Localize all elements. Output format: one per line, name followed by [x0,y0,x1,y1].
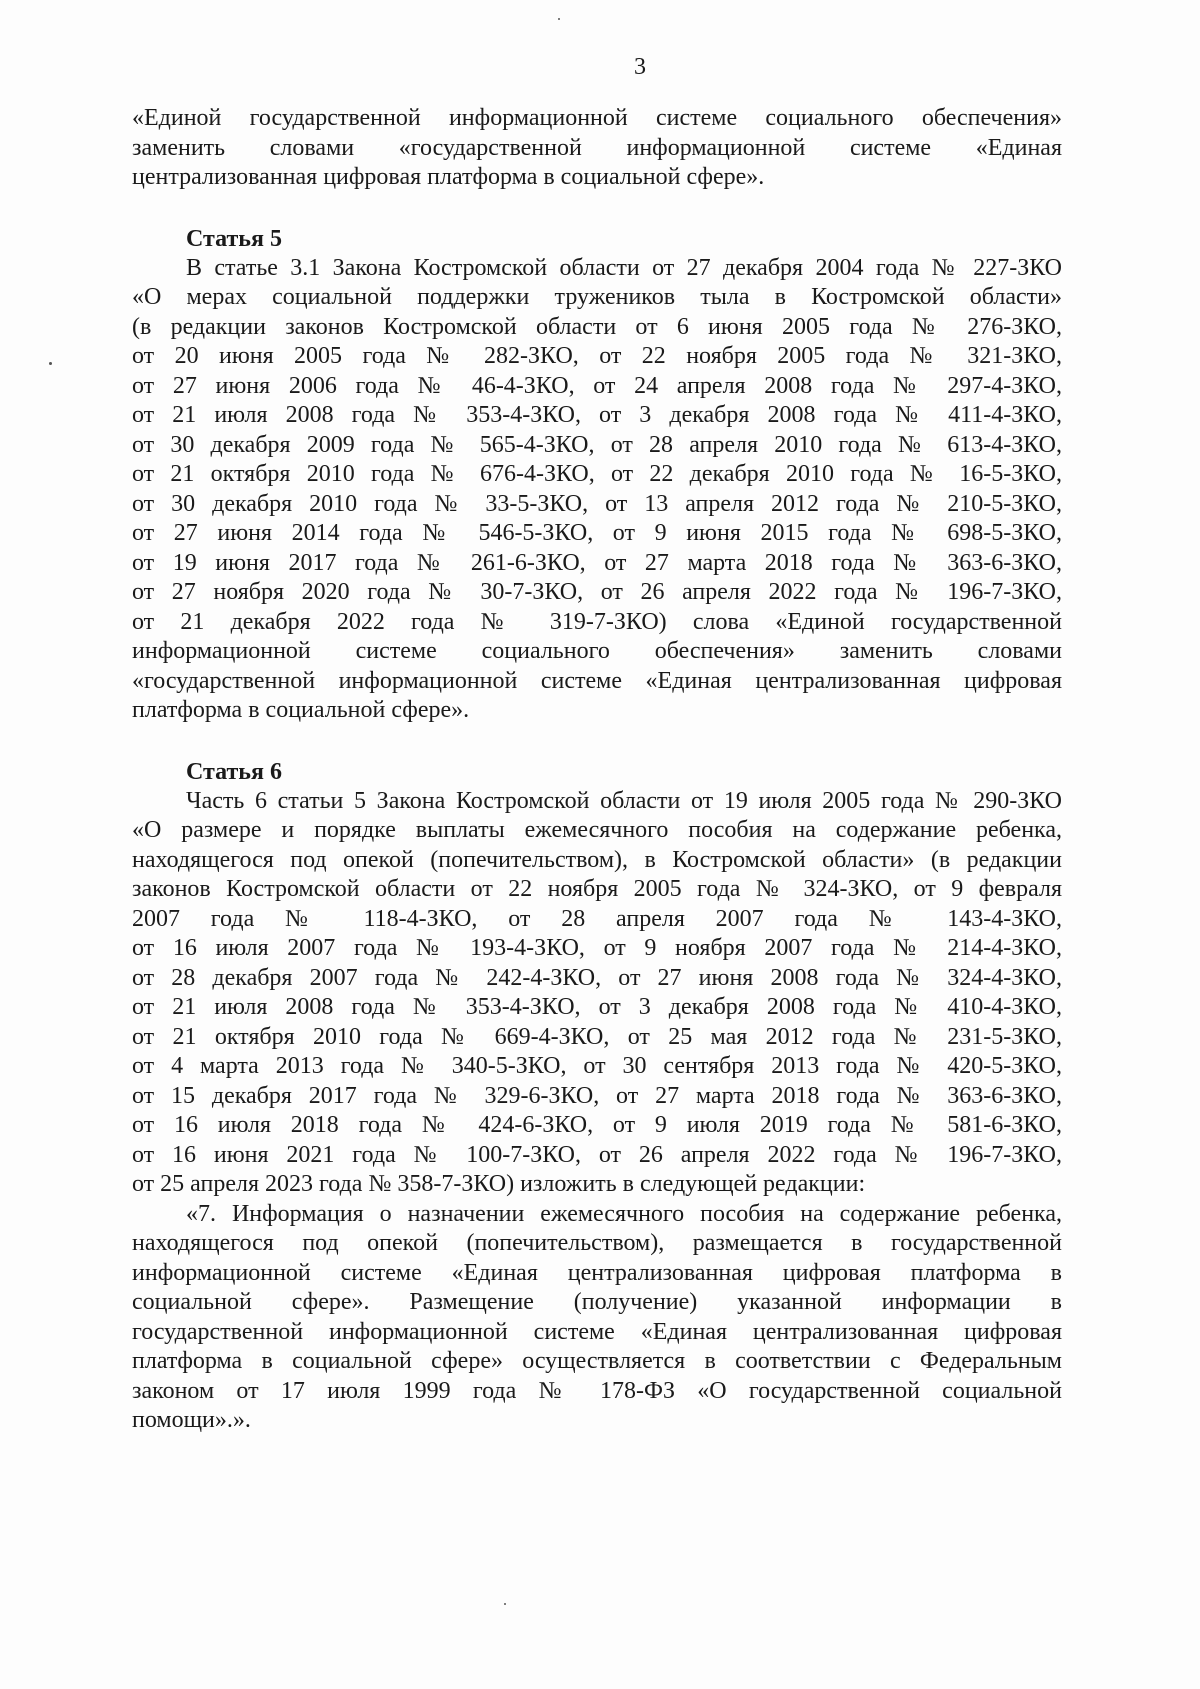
text-line: от 27 ноября 2020 года № 30-7-ЗКО, от 26 апреля 2022 года № 196-7-ЗКО, [132,579,1062,605]
scan-speck [558,18,560,20]
text-line: «О мерах социальной поддержки тружеников тыла в Костромской области» [132,284,1062,310]
text-line: от 25 апреля 2023 года № 358-7-ЗКО) изложить в следующей редакции: [132,1171,866,1197]
text-line: законов Костромской области от 22 ноября 2005 года № 324-ЗКО, от 9 февраля [132,876,1062,902]
text-line: социальной сфере». Размещение (получение) указанной информации в [132,1289,1062,1315]
text-line: от 27 июня 2014 года № 546-5-ЗКО, от 9 июня 2015 года № 698-5-ЗКО, [132,520,1062,546]
quoted-paragraph [132,1200,1062,1436]
text-line: от 28 декабря 2007 года № 242-4-ЗКО, от 27 июня 2008 года № 324-4-ЗКО, [132,964,1062,991]
text-line: «7. Информация о назначении ежемесячного пособия на содержание ребенка, [186,1200,1062,1227]
page-number: 3 [634,54,646,80]
article-paragraph [132,254,1062,726]
text-line: от 27 июня 2006 года № 46-4-ЗКО, от 24 апреля 2008 года № 297-4-ЗКО, [132,372,1062,399]
scan-speck [49,362,52,365]
text-line: от 4 марта 2013 года № 340-5-ЗКО, от 30 сентября 2013 года № 420-5-ЗКО, [132,1053,1062,1079]
text-line: «Единой государственной информационной системе социального обеспечения» [132,105,1062,131]
text-line: В статье 3.1 Закона Костромской области от 27 декабря 2004 года № 227-ЗКО [186,254,1062,281]
scan-speck [504,1603,506,1605]
text-line: информационной системе «Единая централизованная цифровая платформа в [132,1259,1062,1286]
article-heading: Статья 5 [186,225,282,252]
intro-paragraph [132,104,1062,193]
text-line: от 21 октября 2010 года № 669-4-ЗКО, от 25 мая 2012 года № 231-5-ЗКО, [132,1023,1062,1050]
article-6 [132,757,1062,1436]
text-line: государственной информационной системе «Единая централизованная цифровая [132,1318,1062,1345]
text-line: «государственной информационной системе «Единая централизованная цифровая [132,667,1062,694]
text-line: от 21 октября 2010 года № 676-4-ЗКО, от 22 декабря 2010 года № 16-5-ЗКО, [132,461,1062,487]
text-line: помощи».». [132,1407,251,1433]
article-heading: Статья 6 [186,758,282,785]
text-line: от 15 декабря 2017 года № 329-6-ЗКО, от 27 марта 2018 года № 363-6-ЗКО, [132,1082,1062,1109]
text-line: от 21 декабря 2022 года № 319-7-ЗКО) слова «Единой государственной [132,608,1062,635]
text-line: платформа в социальной сфере» осуществляется в соответствии с Федеральным [132,1348,1062,1374]
text-line: от 30 декабря 2010 года № 33-5-ЗКО, от 13 апреля 2012 года № 210-5-ЗКО, [132,490,1062,517]
text-line: от 16 июля 2018 года № 424-6-ЗКО, от 9 июля 2019 года № 581-6-ЗКО, [132,1112,1062,1138]
text-line: от 21 июля 2008 года № 353-4-ЗКО, от 3 декабря 2008 года № 410-4-ЗКО, [132,994,1062,1020]
text-line: от 20 июня 2005 года № 282-ЗКО, от 22 ноября 2005 года № 321-ЗКО, [132,343,1062,369]
text-line: Часть 6 статьи 5 Закона Костромской области от 19 июля 2005 года № 290-ЗКО [186,787,1062,814]
text-line: платформа в социальной сфере». [132,697,470,723]
text-line: от 19 июня 2017 года № 261-6-ЗКО, от 27 марта 2018 года № 363-6-ЗКО, [132,549,1062,576]
document-body [132,104,1062,1436]
text-line: (в редакции законов Костромской области от 6 июня 2005 года № 276-ЗКО, [132,313,1062,340]
text-line: находящегося под опекой (попечительством), в Костромской области» (в редакции [132,846,1062,873]
text-line: законом от 17 июля 1999 года № 178-ФЗ «О государственной социальной [132,1377,1062,1404]
text-line: информационной системе социального обеспечения» заменить словами [132,638,1062,664]
article-paragraph [132,787,1062,1200]
text-line: заменить словами «государственной информационной системе «Единая [132,134,1062,161]
text-line: централизованная цифровая платформа в социальной сфере». [132,164,765,190]
text-line: от 21 июля 2008 года № 353-4-ЗКО, от 3 декабря 2008 года № 411-4-ЗКО, [132,402,1062,428]
text-line: от 16 июля 2007 года № 193-4-ЗКО, от 9 ноября 2007 года № 214-4-ЗКО, [132,935,1062,961]
text-line: от 16 июня 2021 года № 100-7-ЗКО, от 26 апреля 2022 года № 196-7-ЗКО, [132,1141,1062,1168]
text-line: находящегося под опекой (попечительством), размещается в государственной [132,1230,1062,1256]
article-5 [132,224,1062,726]
text-line: 2007 года № 118-4-ЗКО, от 28 апреля 2007 года № 143-4-ЗКО, [132,905,1062,932]
text-line: от 30 декабря 2009 года № 565-4-ЗКО, от 28 апреля 2010 года № 613-4-ЗКО, [132,431,1062,458]
text-line: «О размере и порядке выплаты ежемесячного пособия на содержание ребенка, [132,817,1062,843]
